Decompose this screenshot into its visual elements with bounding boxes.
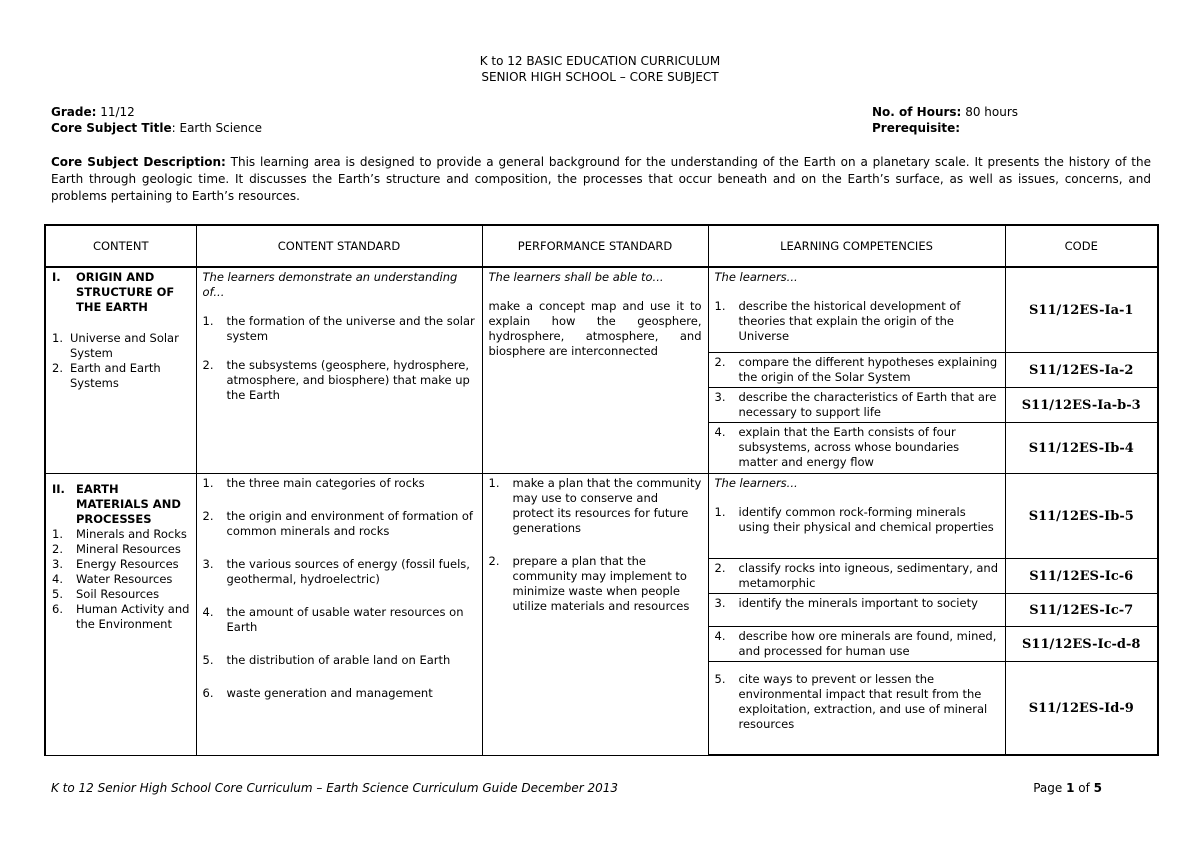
- description-label: Core Subject Description:: [51, 155, 226, 169]
- item-number: 6.: [202, 686, 214, 700]
- header-content-standard: CONTENT STANDARD: [196, 225, 482, 267]
- page-prefix: Page: [1033, 781, 1067, 795]
- competency-cell: [708, 662, 1005, 756]
- item-number: 1.: [488, 476, 500, 490]
- item-number: 2.: [202, 358, 214, 372]
- competency-text: classify rocks into igneous, sedimentary, and metamorphic: [738, 561, 999, 590]
- content-standard-item: the three main categories of rocks: [226, 476, 425, 490]
- section-2-subtopic: Water Resources: [76, 572, 173, 586]
- hours-value: 80 hours: [965, 105, 1019, 119]
- performance-standard-item: prepare a plan that the community may implement to minimize waste when people utilize materials and resources: [512, 554, 690, 613]
- item-number: 5.: [714, 672, 726, 686]
- header-line-2: SENIOR HIGH SCHOOL – CORE SUBJECT: [481, 70, 719, 84]
- competency-cell: [708, 388, 1005, 423]
- section-1-content-standard: [196, 267, 482, 474]
- grade-value: 11/12: [100, 105, 135, 119]
- table-row: [45, 474, 1158, 559]
- content-standard-item: waste generation and management: [226, 686, 433, 700]
- header-content: CONTENT: [45, 225, 196, 267]
- section-2-subtopic: Energy Resources: [76, 557, 179, 571]
- content-standard-item: the various sources of energy (fossil fuels, geothermal, hydroelectric): [226, 557, 470, 586]
- item-number: 3.: [714, 390, 726, 404]
- section-1-numeral: I.: [52, 270, 61, 284]
- section-1-performance-standard: [482, 267, 708, 474]
- section-1-subtopic: Universe and Solar System: [70, 331, 179, 360]
- competency-text: explain that the Earth consists of four subsystems, across whose boundaries matter and energy flow: [738, 425, 960, 469]
- content-standard-item: the distribution of arable land on Earth: [226, 653, 451, 667]
- item-number: 4.: [714, 425, 726, 439]
- item-number: 2.: [714, 355, 726, 369]
- competency-code: S11/12ES-Ib-5: [1005, 474, 1158, 559]
- competency-code: S11/12ES-Ic-6: [1005, 559, 1158, 594]
- section-2-content: II. EARTH MATERIALS AND PROCESSES 1. Minerals and Rocks 2. Mineral Resources 3. Energy Resources 4. Water Resources 5. Soil Resources 6. Human Activity and the Environment: [45, 474, 196, 756]
- description-text: This learning area is designed to provide a general background for the understanding of the Earth on a planetary scale. It presents the history of the Earth through geologic time. It discusses the Earth’s structure and composition, the processes that occur beneath and on the Earth’s surface, as well as issues, concerns, and problems pertaining to Earth’s resources.: [51, 155, 1151, 203]
- content-standard-item: the origin and environment of formation of common minerals and rocks: [226, 509, 473, 538]
- competency-code: S11/12ES-Ic-d-8: [1005, 627, 1158, 662]
- table-header-row: [45, 225, 1158, 267]
- subject-description: [51, 154, 1151, 205]
- section-1-content: I. ORIGIN AND STRUCTURE OF THE EARTH 1. Universe and Solar System 2. Earth and Earth Systems: [45, 267, 196, 474]
- section-2-content-standard: [196, 474, 482, 756]
- competency-text: describe how ore minerals are found, mined, and processed for human use: [738, 629, 997, 658]
- item-number: 3.: [202, 557, 214, 571]
- competency-text: identify common rock-forming minerals using their physical and chemical properties: [738, 505, 994, 534]
- item-number: 3.: [714, 596, 726, 610]
- page-of: of: [1074, 781, 1094, 795]
- competency-intro: The learners...: [714, 270, 798, 284]
- header-learning-competencies: LEARNING COMPETENCIES: [708, 225, 1005, 267]
- page-current: 1: [1066, 781, 1075, 795]
- competency-cell: [708, 353, 1005, 388]
- subject-label: Core Subject Title: [51, 121, 172, 135]
- item-number: 1.: [714, 299, 726, 313]
- competency-code: S11/12ES-Ia-b-3: [1005, 388, 1158, 423]
- competency-text: identify the minerals important to society: [738, 596, 978, 610]
- page-number: [1033, 781, 1102, 795]
- section-2-title: EARTH MATERIALS AND PROCESSES: [76, 482, 181, 526]
- item-number: 2.: [202, 509, 214, 523]
- prerequisite-label: Prerequisite:: [872, 121, 961, 135]
- competency-code: S11/12ES-Ic-7: [1005, 594, 1158, 627]
- item-number: 5.: [202, 653, 214, 667]
- document-header: [0, 53, 1200, 85]
- item-number: 2.: [488, 554, 500, 568]
- competency-cell: [708, 474, 1005, 559]
- section-2-subtopic: Human Activity and the Environment: [76, 602, 190, 631]
- competency-intro: The learners...: [714, 476, 798, 490]
- competency-code: S11/12ES-Ia-2: [1005, 353, 1158, 388]
- item-number: 1.: [202, 314, 214, 328]
- content-standard-item: the amount of usable water resources on Earth: [226, 605, 464, 634]
- item-number: 4.: [714, 629, 726, 643]
- hours-label: No. of Hours:: [872, 105, 962, 119]
- competency-cell: [708, 423, 1005, 474]
- competency-cell: [708, 267, 1005, 353]
- header-performance-standard: PERFORMANCE STANDARD: [482, 225, 708, 267]
- content-standard-item: the formation of the universe and the solar system: [226, 314, 475, 343]
- competency-code: S11/12ES-Ib-4: [1005, 423, 1158, 474]
- section-1-title: ORIGIN AND STRUCTURE OF THE EARTH: [76, 270, 175, 314]
- meta-left: [51, 104, 262, 136]
- section-2-subtopic: Mineral Resources: [76, 542, 181, 556]
- performance-standard-text: make a concept map and use it to explain how the geosphere, hydrosphere, atmosphere, and biosphere are interconnected: [488, 299, 702, 358]
- competency-text: cite ways to prevent or lessen the environmental impact that result from the exploitation, extraction, and use of mineral resources: [738, 672, 988, 731]
- header-code: CODE: [1005, 225, 1158, 267]
- section-2-subtopic: Soil Resources: [76, 587, 160, 601]
- grade-label: Grade:: [51, 105, 97, 119]
- content-standard-intro: The learners demonstrate an understanding of...: [202, 270, 458, 299]
- competency-cell: [708, 627, 1005, 662]
- table-row: [45, 267, 1158, 353]
- competency-cell: [708, 559, 1005, 594]
- item-number: 1.: [202, 476, 214, 490]
- section-2-numeral: II.: [52, 482, 65, 496]
- section-2-performance-standard: [482, 474, 708, 756]
- page-total: 5: [1093, 781, 1102, 795]
- competency-text: describe the characteristics of Earth that are necessary to support life: [738, 390, 997, 419]
- competency-text: describe the historical development of theories that explain the origin of the Universe: [738, 299, 961, 343]
- meta-right: [872, 104, 1018, 136]
- competency-cell: [708, 594, 1005, 627]
- section-2-subtopic: Minerals and Rocks: [76, 527, 187, 541]
- performance-standard-item: make a plan that the community may use to conserve and protect its resources for future generations: [512, 476, 702, 535]
- footer-title: K to 12 Senior High School Core Curriculum – Earth Science Curriculum Guide December 2013: [51, 781, 618, 795]
- content-standard-item: the subsystems (geosphere, hydrosphere, atmosphere, and biosphere) that make up the Earth: [226, 358, 470, 402]
- performance-standard-intro: The learners shall be able to...: [488, 270, 664, 284]
- header-line-1: K to 12 BASIC EDUCATION CURRICULUM: [479, 54, 721, 68]
- curriculum-table: [44, 224, 1159, 756]
- competency-code: S11/12ES-Ia-1: [1005, 267, 1158, 353]
- item-number: 4.: [202, 605, 214, 619]
- section-1-subtopic: Earth and Earth Systems: [70, 361, 161, 390]
- competency-text: compare the different hypotheses explaining the origin of the Solar System: [738, 355, 998, 384]
- subject-value: : Earth Science: [171, 121, 263, 135]
- competency-code: S11/12ES-Id-9: [1005, 662, 1158, 756]
- item-number: 1.: [714, 505, 726, 519]
- item-number: 2.: [714, 561, 726, 575]
